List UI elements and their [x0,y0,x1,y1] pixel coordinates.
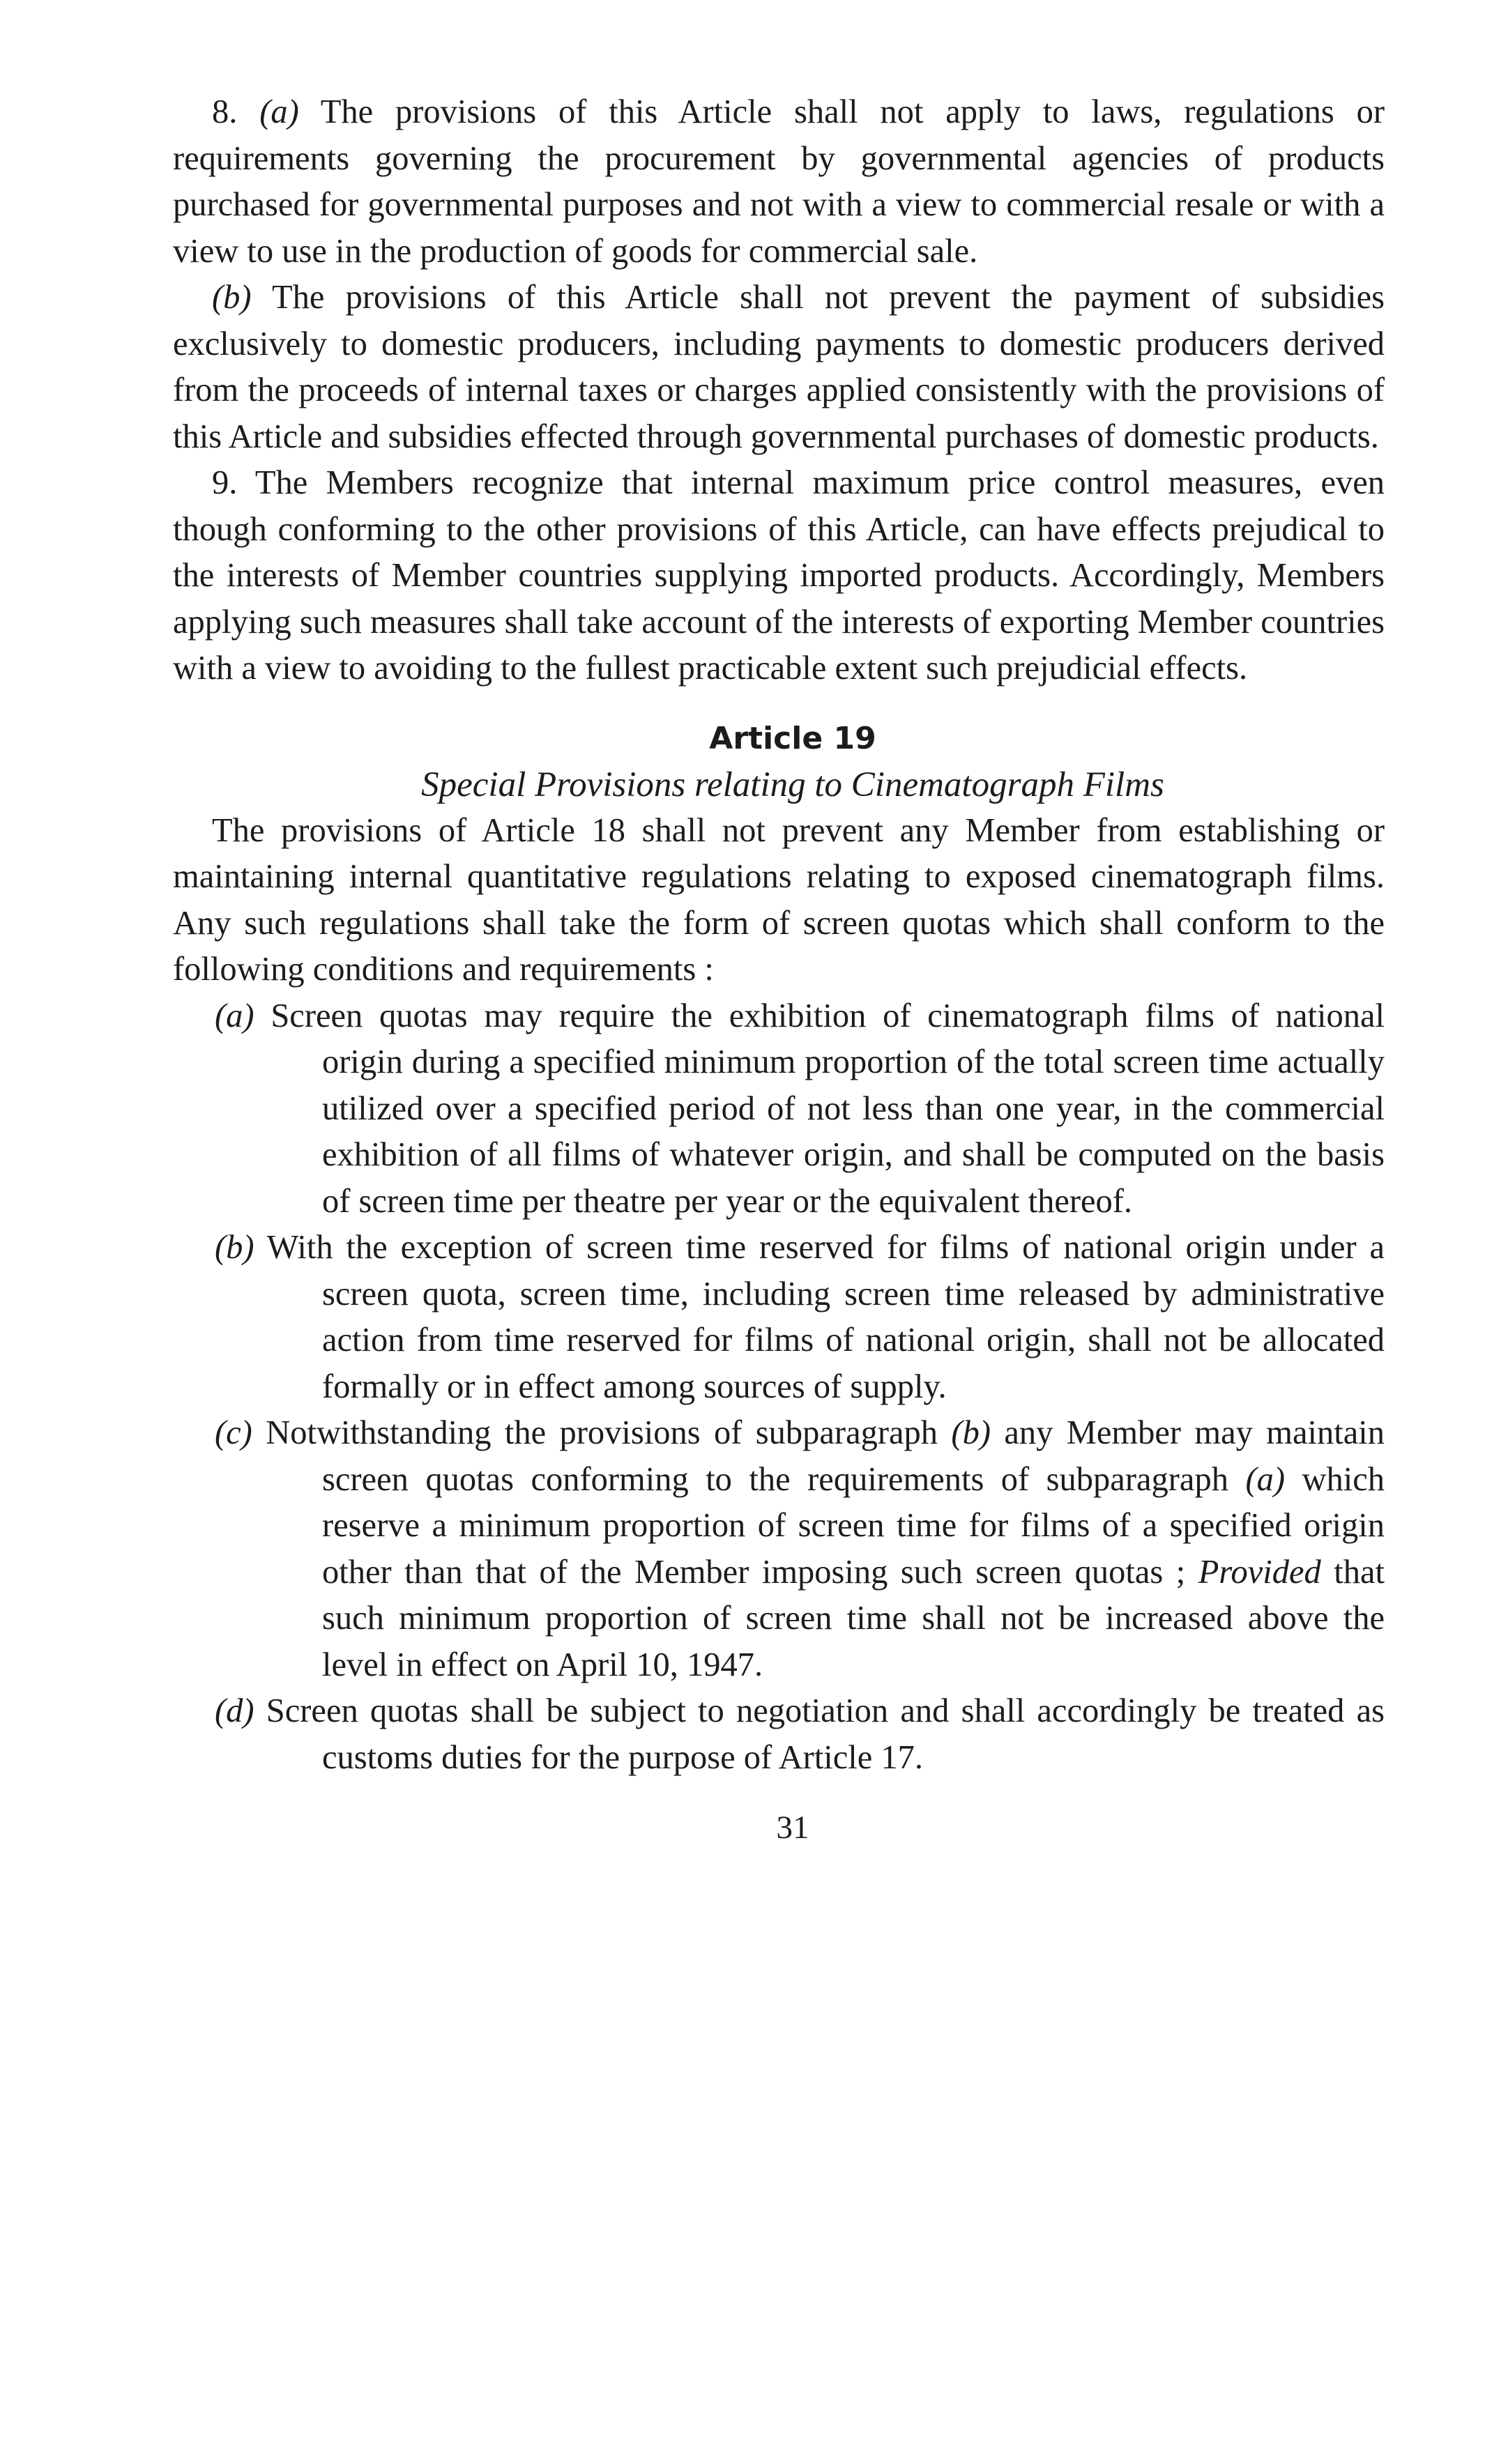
subparagraph-text: Screen quotas shall be subject to negotiation and shall accordingly be treated as customs duties for the purpose of Article 17. [266,1692,1385,1776]
subparagraph-c [173,1410,1385,1688]
subparagraph-text: which reserve a minimum proportion of screen time for films of a specified origin other than that of the Member imposing such screen quotas ; [322,1460,1385,1591]
subparagraph-b [173,1225,1385,1410]
article-heading: Article 19 [709,720,876,756]
subparagraph-text: With the exception of screen time reserved for films of national origin under a screen quota, screen time, including screen time released by administrative action from time reserved for films of national origin, shall not be allocated formally or in effect among sources of supply. [266,1229,1385,1405]
cross-reference-b: (b) [951,1414,991,1451]
subparagraph-label: (a) [215,997,254,1034]
paragraph-label: (b) [212,279,252,316]
provided-term: Provided [1198,1553,1321,1591]
paragraph-number: 9. [212,464,238,501]
cross-reference-a: (a) [1245,1460,1285,1498]
article-intro: The provisions of Article 18 shall not prevent any Member from establishing or maintaining internal quantitative regulations relating to exposed cinematograph films. Any such regulations shall take the form of screen quotas which shall conform to the following conditions and requirements : [173,811,1385,988]
paragraph-number: 8. [212,93,238,130]
paragraph-8b [173,275,1385,460]
paragraph-text: The Members recognize that internal maximum price control measures, even though conforming to the other provisions of this Article, can have effects prejudical to the interests of Member countries supplying imported products. Accordingly, Members applying such measures shall take account of the interests of exporting Member countries with a view to avoiding to the fullest practicable extent such prejudicial effects. [173,464,1385,687]
subparagraph-text: any Member may maintain screen quotas conforming to the requirements of subparagraph [322,1414,1385,1498]
subparagraph-d [173,1688,1385,1781]
subparagraph-text: Screen quotas may require the exhibition of cinematograph films of national origin during a specified minimum proportion of the total screen time actually utilized over a specified period of not less than one year, in the commercial exhibition of all films of whatever origin, and shall be computed on the basis of screen time per theatre per year or the equivalent thereof. [271,997,1385,1220]
subparagraph-a [173,993,1385,1225]
subparagraph-label: (c) [215,1414,252,1451]
document-page [173,89,1385,1851]
paragraph-text: The provisions of this Article shall not apply to laws, regulations or requirements governing the procurement by governmental agencies of products purchased for governmental purposes and not with a view to commercial resale or with a view to use in the production of goods for commercial sale. [173,93,1385,270]
page-number: 31 [776,1809,809,1846]
paragraph-9 [173,460,1385,692]
subparagraph-label: (b) [215,1229,254,1266]
page-footer [173,1805,1385,1851]
subparagraph-text: Notwithstanding the provisions of subparagraph [266,1414,938,1451]
paragraph-8a [173,89,1385,275]
subparagraph-label: (d) [215,1692,254,1729]
paragraph-text: The provisions of this Article shall not prevent the payment of subsidies exclusively to domestic producers, including payments to domestic producers derived from the proceeds of internal taxes or charges applied consistently with the provisions of this Article and subsidies effected through governmental purchases of domestic products. [173,279,1385,455]
subparagraph-text: that such minimum proportion of screen time shall not be increased above the level in effect on April 10, 1947. [322,1553,1385,1683]
article-subheading: Special Provisions relating to Cinematograph Films [421,765,1164,804]
paragraph-label: (a) [259,93,299,130]
